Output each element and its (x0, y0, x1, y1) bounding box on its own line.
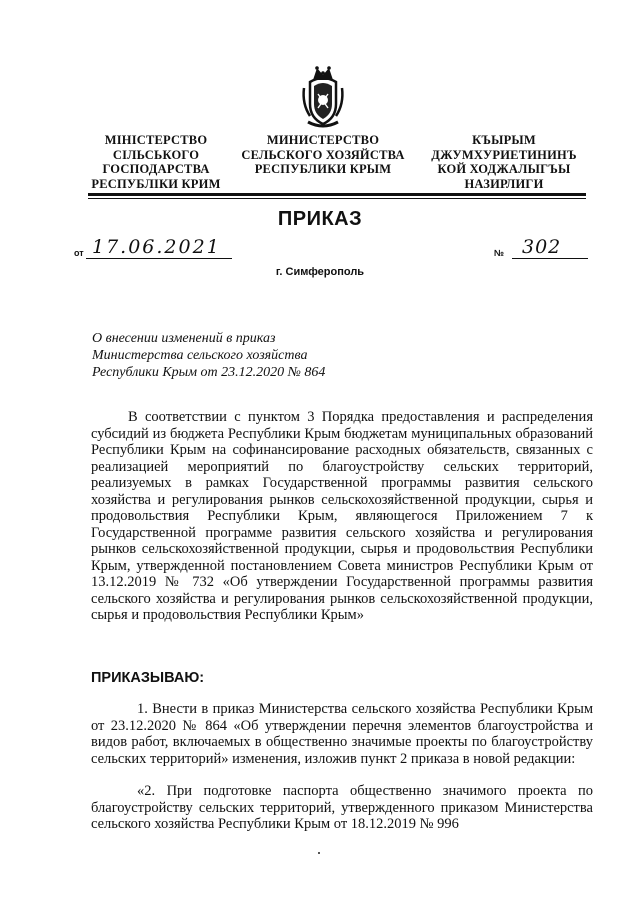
ministry-line: НАЗИРЛИГИ (464, 176, 544, 191)
ministry-line: СЕЛЬСКОГО ХОЗЯЙСТВА (241, 147, 405, 162)
subject-line: О внесении изменений в приказ (92, 331, 276, 346)
handwritten-number: 302 (522, 236, 562, 258)
ministry-line: РЕСПУБЛИКИ КРЫМ (254, 162, 392, 176)
ministry-line: КОЙ ХОДЖАЛЫГЪЫ (437, 162, 571, 176)
crimea-coat-of-arms-icon (300, 64, 346, 130)
ministry-line: ДЖУМХУРИЕТИНИНЪ (431, 147, 577, 162)
number-label: № (494, 248, 505, 258)
scan-speck (318, 852, 320, 854)
header-divider-thick (88, 193, 586, 196)
subject-line: Министерства сельского хозяйства (92, 348, 308, 363)
document-title: ПРИКАЗ (277, 208, 363, 230)
ministry-name-russian (238, 133, 408, 177)
preamble-paragraph: В соответствии с пунктом 3 Порядка предоставления и распределения субсидий из бюджета Республики Крым бюджетам муниципальных образований Республики Крым на софинансирование расходных обязательств, связанных с реализацией мероприятий по благоустройству сельских территорий, реализуемых в рамках Государственной программы развития сельского хозяйства и регулирования рынков сельскохозяйственной продукции, сырья и продовольствия Республики Крым, являющегося Приложением 7 к Государственной программе развития сельского хозяйства и регулирования рынков сельскохозяйственной продукции, сырья и продовольствия Республики Крым, утвержденной постановлением Совета министров Республики Крым от 13.12.2019 № 732 «Об утверждении Государственной программы развития сельского хозяйства и регулирования рынков сельскохозяйственной продукции, сырья и продовольствия Республики Крым» (91, 409, 593, 623)
ministry-line: КЪЫРЫМ (472, 133, 536, 147)
order-subject (92, 330, 325, 381)
number-underline (512, 258, 588, 259)
date-underline (86, 258, 232, 259)
subject-line: Республики Крым от 23.12.2020 № 864 (92, 365, 326, 380)
order-item-1: 1. Внести в приказ Министерства сельского хозяйства Республики Крым от 23.12.2020 № 864 «Об утверждении перечня элементов благоустройства и видов работ, включаемых в общественно значимые проекты по благоустройству сельских территорий» изменения, изложив пункт 2 приказа в новой редакции: (91, 701, 593, 767)
city-name: г. Симферополь (275, 266, 365, 278)
ministry-line: МИНИСТЕРСТВО (266, 133, 380, 147)
ministry-line: ГОСПОДАРСТВА (102, 162, 210, 176)
date-label: от (74, 248, 84, 258)
ministry-line: РЕСПУБЛІКИ КРИМ (91, 176, 221, 191)
ministry-line: СІЛЬСЬКОГО (112, 147, 200, 162)
order-item-2: «2. При подготовке паспорта общественно значимого проекта по благоустройству сельских территорий, утвержденного приказом Министерства сельского хозяйства Республики Крым от 18.12.2019 № 996 (91, 783, 593, 832)
order-heading: ПРИКАЗЫВАЮ: (91, 670, 205, 686)
ministry-name-crimean-tatar (424, 133, 584, 191)
handwritten-date: 17.06.2021 (92, 236, 221, 258)
header-divider-thin (88, 198, 586, 199)
ministry-name-ukrainian (86, 133, 226, 191)
ministry-line: МІНІСТЕРСТВО (104, 133, 208, 147)
